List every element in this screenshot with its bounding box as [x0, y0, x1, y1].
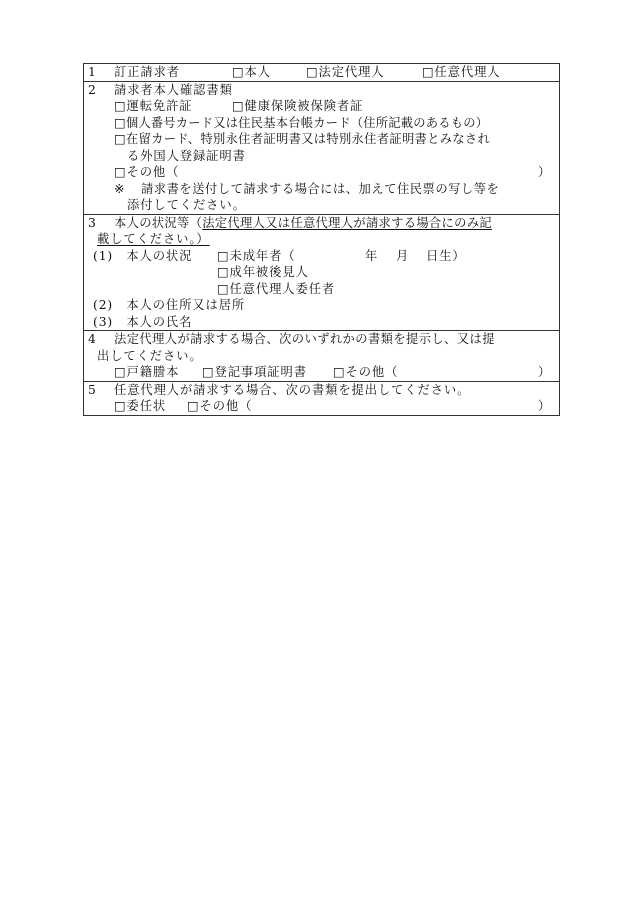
other-document-close-paren: ） — [538, 365, 552, 379]
section-number: 4 — [88, 332, 97, 346]
note-mark: ※ — [114, 181, 126, 196]
checkbox-adult-ward[interactable]: □成年被後見人 — [217, 265, 309, 279]
checkbox-registry-certificate[interactable]: □登記事項証明書 — [202, 365, 307, 379]
section-title: 請求者本人確認書類 — [114, 82, 233, 97]
section-title-underlined-continuation: 載してください。） — [97, 232, 210, 246]
checkbox-minor[interactable]: □未成年者（ — [217, 248, 296, 263]
section-title-underlined: 法定代理人又は任意代理人が請求する場合にのみ記 — [202, 215, 492, 230]
section-number: 3 — [88, 215, 97, 230]
note-text: 請求書を送付して請求する場合には、加えて住民票の写し等を — [141, 181, 500, 196]
birth-year-label: 年 — [365, 248, 379, 263]
birth-month-label: 月 — [396, 248, 410, 263]
checkbox-power-of-attorney[interactable]: □委任状 — [114, 399, 167, 413]
section-title: 本人の状況等（法定代理人又は任意代理人が請求する場合にのみ記 — [114, 215, 492, 230]
checkbox-health-insurance-card[interactable]: □健康保険被保険者証 — [232, 99, 364, 113]
section-number: 1 — [88, 65, 97, 79]
checkbox-voluntary-representative[interactable]: □任意代理人 — [422, 65, 501, 79]
birth-day-label: 日生） — [426, 248, 466, 263]
checkbox-voluntary-principal[interactable]: □任意代理人委任者 — [217, 281, 336, 296]
section-legal-representative-documents — [84, 330, 559, 381]
checkbox-other-document[interactable]: □その他（ — [187, 399, 253, 413]
section-title-continuation: 出してください。 — [97, 348, 203, 363]
section-requester — [84, 64, 559, 81]
checkbox-my-number-card[interactable]: □個人番号カード又は住民基本台帳カード（住所記載のあるもの） — [114, 115, 489, 130]
principal-address-label: (2) 本人の住所又は居所 — [93, 298, 246, 312]
other-document-close-paren: ） — [538, 399, 552, 413]
checkbox-other-document[interactable]: □その他（ — [333, 365, 399, 379]
checkbox-self[interactable]: □本人 — [232, 65, 271, 79]
checkbox-legal-representative[interactable]: □法定代理人 — [306, 65, 385, 79]
residence-card-continuation: る外国人登録証明書 — [127, 148, 246, 163]
section-voluntary-representative-documents — [84, 381, 559, 415]
section-principal-status — [84, 214, 559, 331]
section-number: 5 — [88, 382, 97, 397]
principal-status-label: (1) 本人の状況 — [93, 248, 193, 263]
note-text-continuation: 添付してください。 — [127, 198, 246, 212]
section-title: 任意代理人が請求する場合、次の書類を提出してください。 — [114, 382, 471, 397]
section-title: 法定代理人が請求する場合、次のいずれかの書類を提示し、又は提 — [114, 332, 495, 346]
principal-name-label: (3) 本人の氏名 — [93, 314, 193, 329]
other-document-close-paren: ） — [538, 165, 552, 179]
checkbox-residence-card[interactable]: □在留カード、特別永住者証明書又は特別永住者証明書とみなされ — [114, 132, 491, 146]
checkbox-family-register[interactable]: □戸籍謄本 — [114, 365, 180, 379]
checkbox-drivers-license[interactable]: □運転免許証 — [114, 99, 193, 113]
section-number: 2 — [88, 82, 97, 97]
section-identity-documents — [84, 81, 559, 214]
checkbox-other-document[interactable]: □その他（ — [114, 165, 180, 179]
section-title: 訂正請求者 — [114, 65, 180, 79]
request-form-table — [83, 63, 560, 416]
